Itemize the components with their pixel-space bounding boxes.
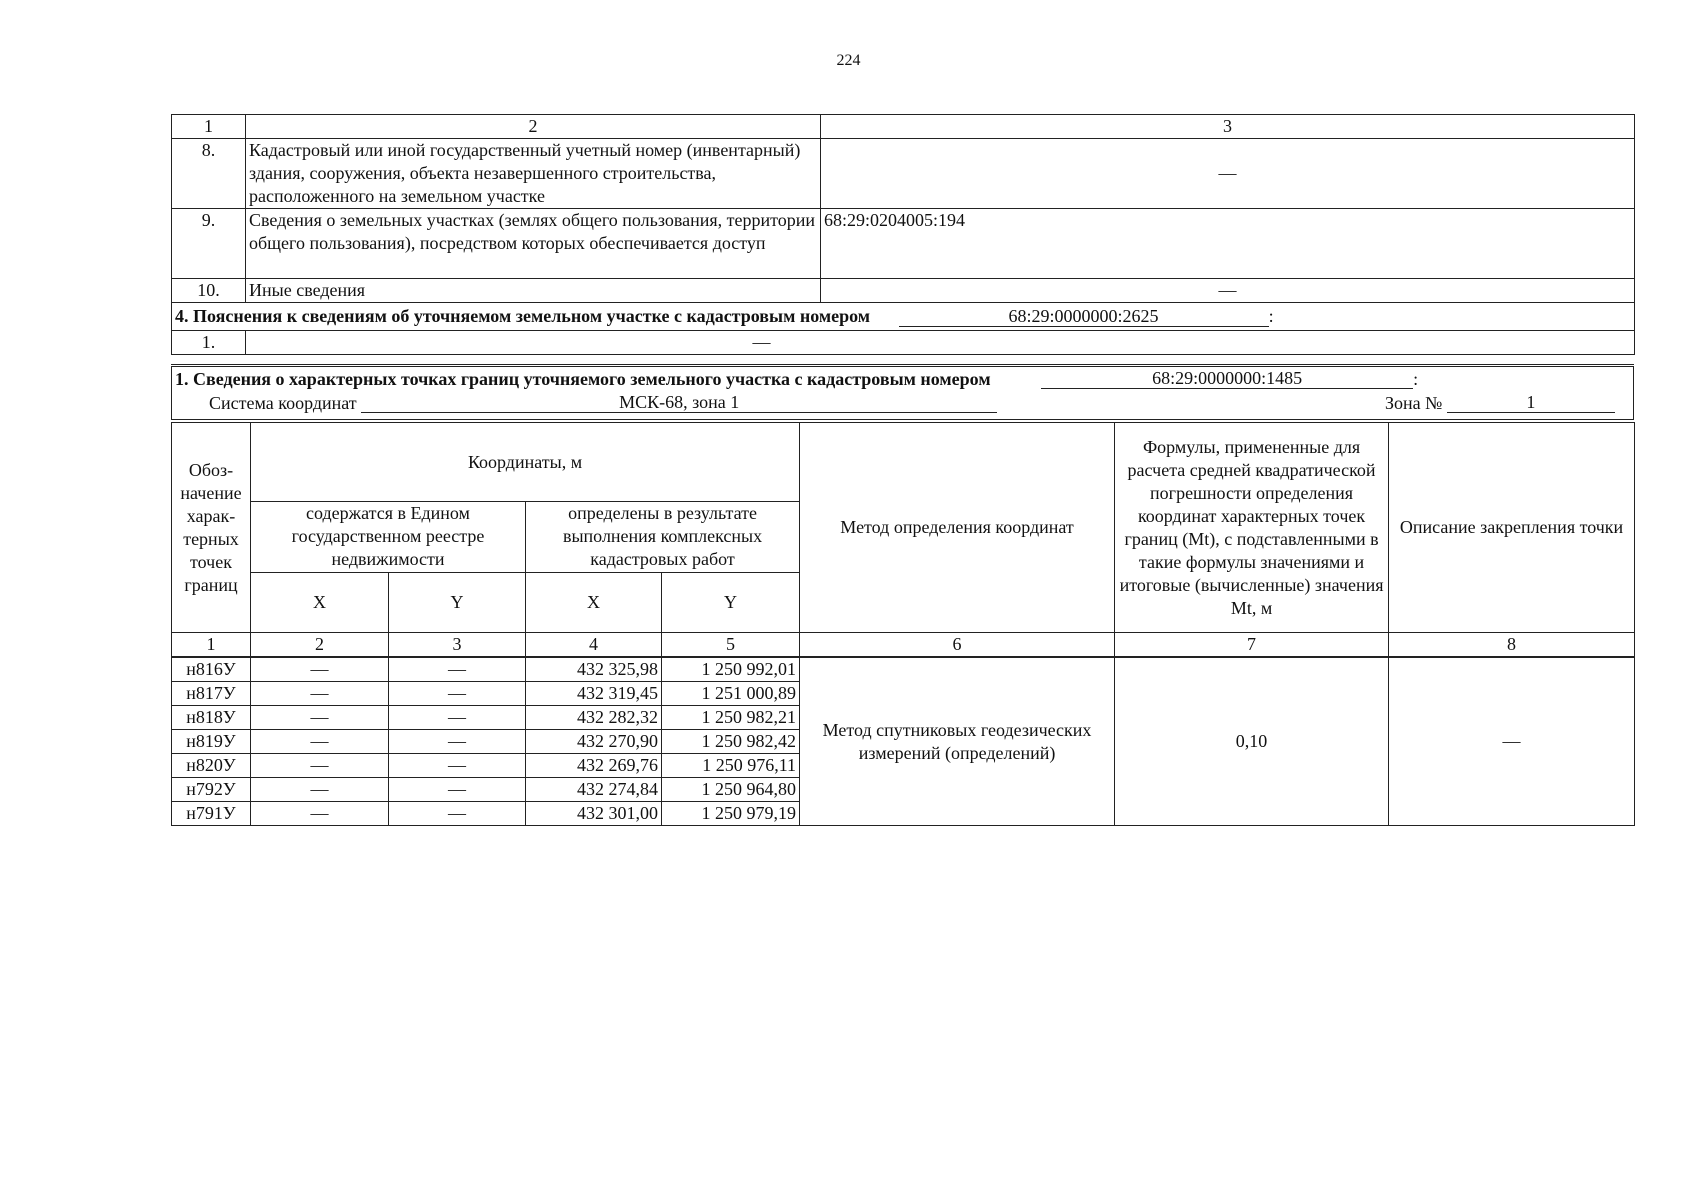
point-name: н818У [172, 706, 251, 730]
section4-cadastral-number: 68:29:0000000:2625 [899, 305, 1269, 327]
row-label: Иные сведения [246, 279, 821, 303]
point-name: н820У [172, 754, 251, 778]
row-label: Кадастровый или иной государственный учетный номер (инвентарный) здания, сооружения, объекта незавершенного строительства, расположенного на земельном участке [246, 139, 821, 209]
point-y-egrn: — [389, 730, 526, 754]
section1-colon: : [1413, 369, 1419, 389]
col-number-7: 7 [1115, 633, 1389, 658]
point-y: 1 250 979,19 [662, 802, 800, 826]
section4-title: 4. Пояснения к сведениям об уточняемом земельном участке с кадастровым номером [175, 306, 871, 326]
header-description: Описание закрепления точки [1389, 423, 1635, 633]
point-name: н792У [172, 778, 251, 802]
section4-colon: : [1268, 306, 1274, 326]
point-x-egrn: — [251, 802, 389, 826]
point-name: н791У [172, 802, 251, 826]
section1-header [172, 366, 1634, 420]
row-value: — [821, 139, 1635, 209]
header-y-egrn: Y [389, 573, 526, 633]
point-x: 432 301,00 [526, 802, 662, 826]
zone-value: 1 [1447, 391, 1615, 413]
point-x-egrn: — [251, 730, 389, 754]
header-method: Метод определения координат [800, 423, 1115, 633]
section4-header-row [172, 303, 1635, 331]
point-y-egrn: — [389, 778, 526, 802]
point-y: 1 250 964,80 [662, 778, 800, 802]
header-kkr: определены в результате выполнения комплексных кадастровых работ [526, 502, 800, 573]
header-x-kkr: X [526, 573, 662, 633]
coord-system-value: МСК-68, зона 1 [361, 391, 997, 413]
point-y-egrn: — [389, 802, 526, 826]
point-y: 1 250 976,11 [662, 754, 800, 778]
section4-row [172, 331, 1635, 355]
header-y-kkr: Y [662, 573, 800, 633]
col-number-3: 3 [389, 633, 526, 658]
col-number-3: 3 [821, 115, 1635, 139]
row-number: 8. [172, 139, 246, 209]
point-y: 1 250 982,21 [662, 706, 800, 730]
row-value: — [246, 331, 1635, 355]
point-y: 1 250 992,01 [662, 657, 800, 682]
section1-title: 1. Сведения о характерных точках границ уточняемого земельного участка с кадастровым номером [175, 369, 991, 389]
table-row [172, 657, 1635, 682]
point-y-egrn: — [389, 657, 526, 682]
point-name: н819У [172, 730, 251, 754]
point-y-egrn: — [389, 682, 526, 706]
boundary-points-table [171, 422, 1635, 826]
col-number-2: 2 [246, 115, 821, 139]
point-y: 1 251 000,89 [662, 682, 800, 706]
col-number-4: 4 [526, 633, 662, 658]
zone-label: Зона № [1385, 393, 1443, 413]
header-x-egrn: X [251, 573, 389, 633]
col-number-8: 8 [1389, 633, 1635, 658]
point-y-egrn: — [389, 754, 526, 778]
point-y: 1 250 982,42 [662, 730, 800, 754]
coord-system-label: Система координат [209, 393, 357, 413]
point-x: 432 319,45 [526, 682, 662, 706]
header-formula: Формулы, примененные для расчета средней квадратической погрешности определения координат характерных точек границ (Mt), с подставленными в такие формулы значениями и итоговые (вычисленные) значения Mt, м [1115, 423, 1389, 633]
section1-cadastral-number: 68:29:0000000:1485 [1041, 367, 1413, 389]
point-x-egrn: — [251, 754, 389, 778]
table-row [172, 209, 1635, 279]
row-value: 68:29:0204005:194 [821, 209, 1635, 279]
point-x-egrn: — [251, 682, 389, 706]
mt-value: 0,10 [1115, 657, 1389, 826]
point-name: н816У [172, 657, 251, 682]
section4-header [172, 303, 1635, 331]
header-egrn: содержатся в Едином государственном реестре недвижимости [251, 502, 526, 573]
point-x: 432 274,84 [526, 778, 662, 802]
col-number-5: 5 [662, 633, 800, 658]
table-row [172, 279, 1635, 303]
col-number-2: 2 [251, 633, 389, 658]
row-number: 9. [172, 209, 246, 279]
table-row [172, 139, 1635, 209]
col-number-1: 1 [172, 115, 246, 139]
point-x: 432 325,98 [526, 657, 662, 682]
row-value: — [821, 279, 1635, 303]
header-coordinates: Координаты, м [251, 423, 800, 502]
point-y-egrn: — [389, 706, 526, 730]
row-number: 1. [172, 331, 246, 355]
point-x-egrn: — [251, 657, 389, 682]
col-number-1: 1 [172, 633, 251, 658]
page-number: 224 [836, 52, 861, 69]
point-name: н817У [172, 682, 251, 706]
column-numbers-row [172, 633, 1635, 658]
row-label: Сведения о земельных участках (землях общего пользования, территории общего пользования), посредством которых обеспечивается доступ [246, 209, 821, 279]
description-value: — [1389, 657, 1635, 826]
header-point-designation: Обоз-начение харак-терных точек границ [172, 423, 251, 633]
row-number: 10. [172, 279, 246, 303]
method-value: Метод спутниковых геодезических измерений (определений) [800, 657, 1115, 826]
table-header-row [172, 115, 1635, 139]
point-x-egrn: — [251, 778, 389, 802]
point-x: 432 269,76 [526, 754, 662, 778]
point-x-egrn: — [251, 706, 389, 730]
section1-header-table [171, 364, 1634, 420]
point-x: 432 270,90 [526, 730, 662, 754]
land-plot-info-table [171, 114, 1635, 355]
point-x: 432 282,32 [526, 706, 662, 730]
col-number-6: 6 [800, 633, 1115, 658]
